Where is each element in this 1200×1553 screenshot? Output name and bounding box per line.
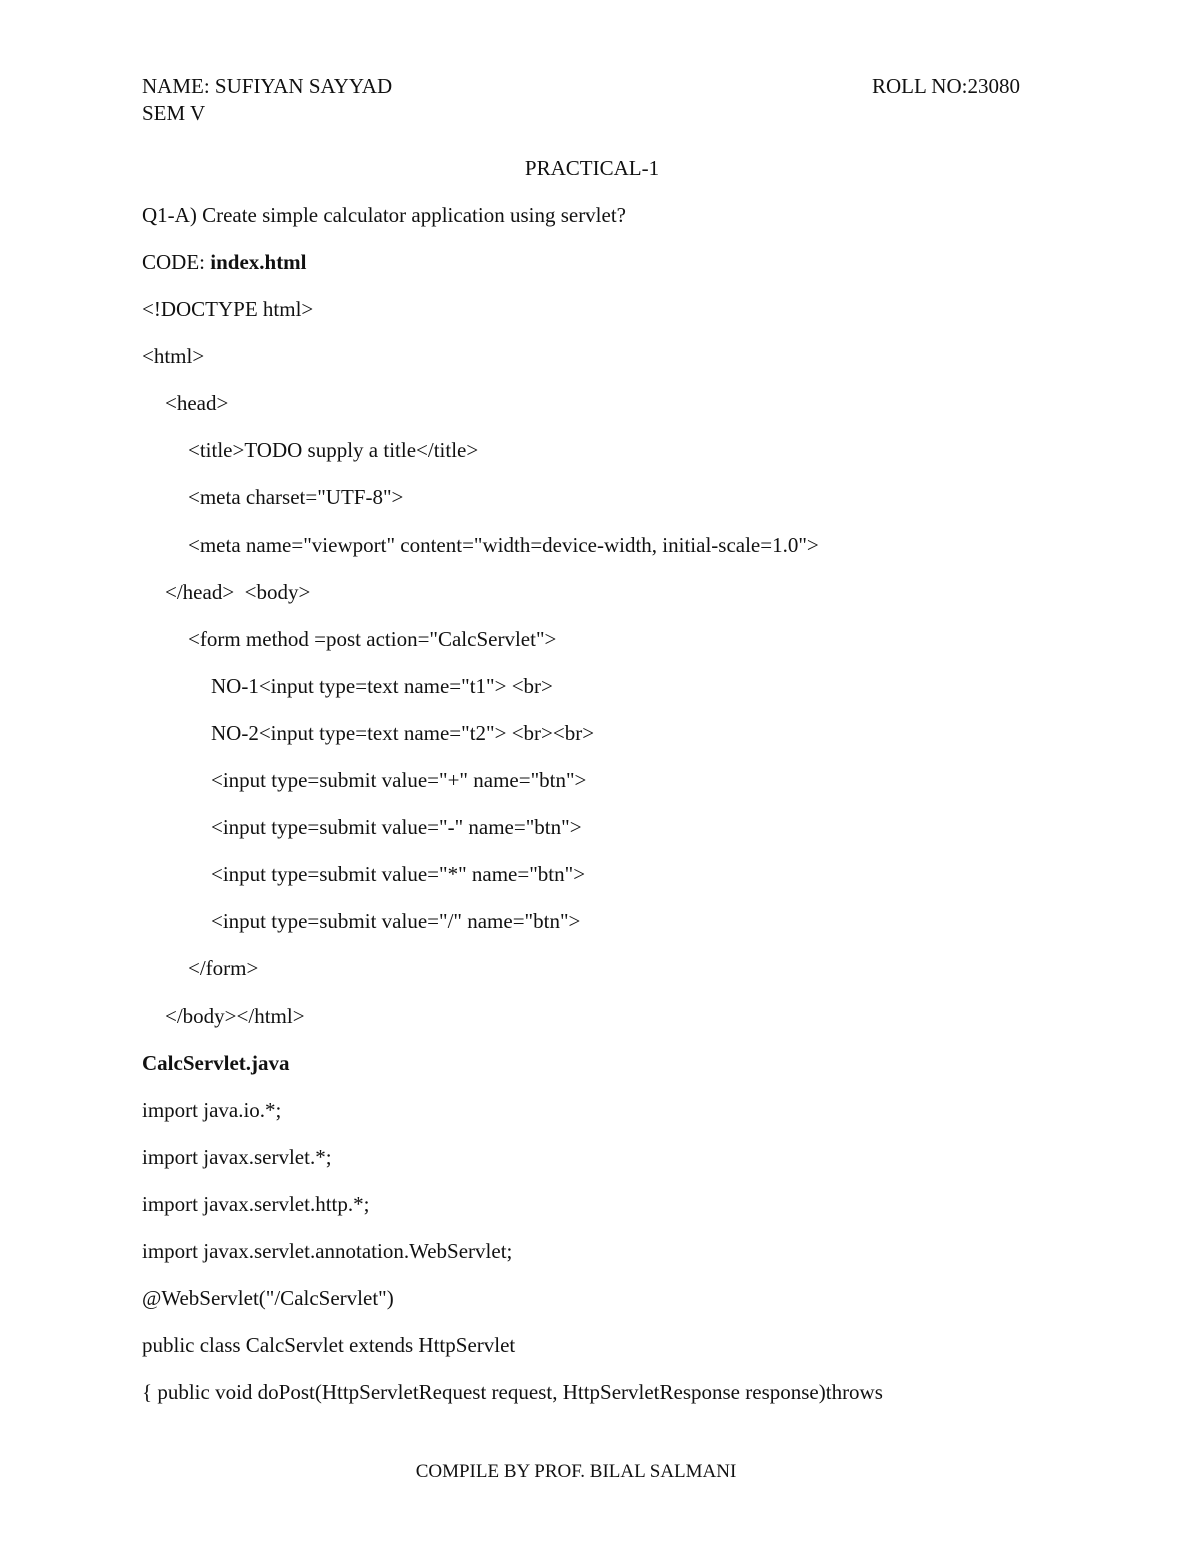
code-line: import javax.servlet.*; — [142, 1145, 332, 1169]
code-line: <form method =post action="CalcServlet"> — [188, 627, 557, 651]
code-filename: index.html — [210, 250, 307, 274]
code-line: <head> — [165, 391, 229, 415]
code-line: <input type=submit value="-" name="btn"> — [211, 815, 582, 839]
code-line: </head> <body> — [165, 580, 311, 604]
code-label-prefix: CODE: — [142, 250, 211, 274]
code-line: </form> — [188, 956, 259, 980]
question-text: Q1-A) Create simple calculator application using servlet? — [142, 203, 626, 227]
student-name: NAME: SUFIYAN SAYYAD — [142, 74, 393, 98]
code-line: import java.io.*; — [142, 1098, 282, 1122]
roll-number: ROLL NO:23080 — [872, 74, 1020, 98]
code-line: CalcServlet.java — [142, 1051, 290, 1075]
code-line: NO-2<input type=text name="t2"> <br><br> — [211, 721, 595, 745]
code-line: @WebServlet("/CalcServlet") — [142, 1286, 394, 1310]
code-line: <input type=submit value="/" name="btn"> — [211, 909, 581, 933]
code-line: <title>TODO supply a title</title> — [188, 438, 479, 462]
code-line: <input type=submit value="+" name="btn"> — [211, 768, 587, 792]
code-line: <meta name="viewport" content="width=device-width, initial-scale=1.0"> — [188, 533, 819, 557]
code-line: { public void doPost(HttpServletRequest request, HttpServletResponse response)throws — [142, 1380, 883, 1404]
code-label — [142, 252, 307, 273]
code-line: <input type=submit value="*" name="btn"> — [211, 862, 586, 886]
page-footer: COMPILE BY PROF. BILAL SALMANI — [415, 1461, 737, 1482]
code-line: import javax.servlet.http.*; — [142, 1192, 370, 1216]
semester: SEM V — [142, 101, 206, 125]
code-line: NO-1<input type=text name="t1"> <br> — [211, 674, 553, 698]
code-line: <!DOCTYPE html> — [142, 297, 314, 321]
code-line: <html> — [142, 344, 205, 368]
practical-title: PRACTICAL-1 — [524, 156, 660, 180]
code-line: import javax.servlet.annotation.WebServlet; — [142, 1239, 513, 1263]
code-line: public class CalcServlet extends HttpServlet — [142, 1333, 516, 1357]
code-line: </body></html> — [165, 1004, 305, 1028]
code-line: <meta charset="UTF-8"> — [188, 485, 404, 509]
